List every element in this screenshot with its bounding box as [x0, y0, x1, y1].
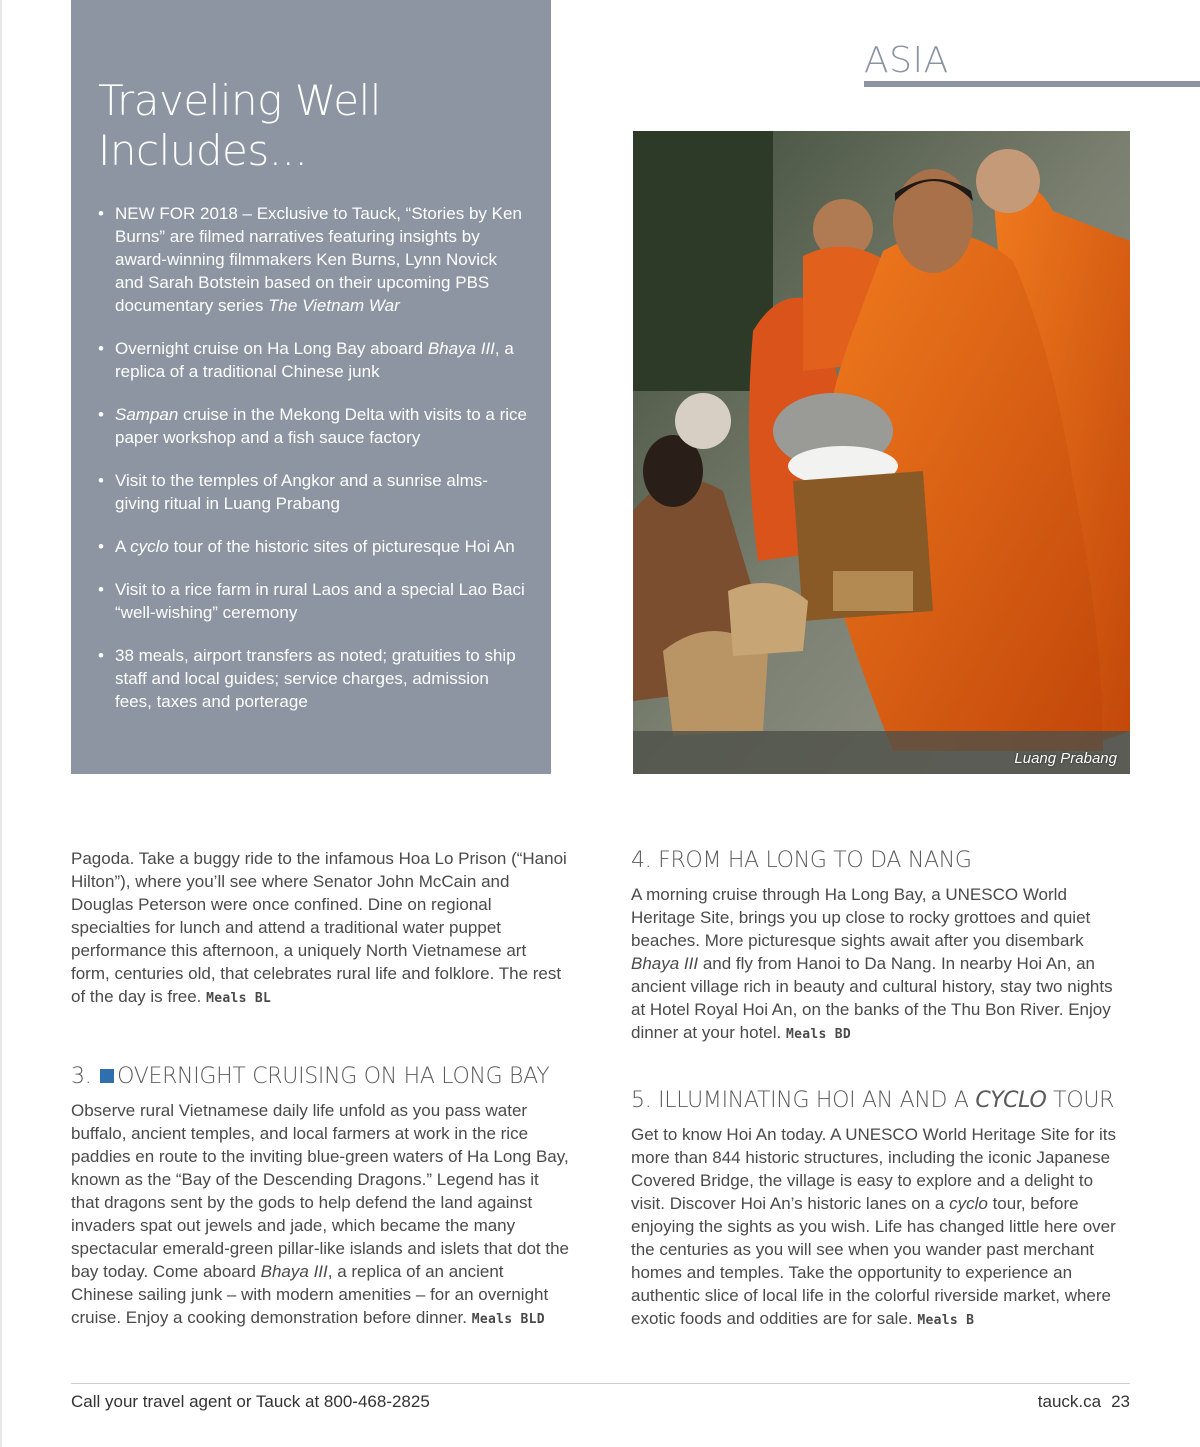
- list-item: • A cyclo tour of the historic sites of picturesque Hoi An: [98, 537, 515, 556]
- ship-square-icon: [100, 1069, 114, 1083]
- bullet-icon: •: [98, 471, 104, 490]
- includes-list: [98, 202, 528, 733]
- monks-photo: [633, 131, 1130, 774]
- day4-heading: 4. FROM HA LONG TO DA NANG: [631, 848, 972, 873]
- meals-label: Meals BL: [206, 991, 272, 1006]
- includes-panel: [71, 0, 551, 774]
- list-item: • Visit to the temples of Angkor and a sunrise alms-giving ritual in Luang Prabang: [98, 471, 488, 513]
- page-edge: [0, 0, 2, 1447]
- left-column: [71, 847, 569, 1010]
- meals-label: Meals BLD: [471, 1312, 545, 1327]
- day4-section: [631, 847, 1131, 1046]
- meals-label: Meals B: [917, 1313, 975, 1328]
- list-item: • NEW FOR 2018 – Exclusive to Tauck, “Stories by Ken Burns” are filmed narratives featuring insights by award-winning filmmakers Ken Burns, Lynn Novick and Sarah Botstein based on their upcoming PBS documentary series The Vietnam War: [98, 204, 522, 315]
- list-item: • Overnight cruise on Ha Long Bay aboard Bhaya III, a replica of a traditional Chinese junk: [98, 339, 514, 381]
- bullet-icon: •: [98, 537, 104, 556]
- footer-divider: [71, 1383, 1130, 1384]
- day4-paragraph: A morning cruise through Ha Long Bay, a UNESCO World Heritage Site, brings you up close to rocky grottoes and quiet beaches. More picturesque sights await after you disembark Bhaya III and fly from Hanoi to Da Nang. In nearby Hoi An, an ancient village rich in beauty and cultural history, stay two nights at Hotel Royal Hoi An, on the banks of the Thu Bon River. Enjoy dinner at your hotel. Meals BD: [631, 885, 1113, 1042]
- meals-label: Meals BD: [785, 1027, 851, 1042]
- intro-paragraph: Pagoda. Take a buggy ride to the infamous Hoa Lo Prison (“Hanoi Hilton”), where you’ll see where Senator John McCain and Douglas Peterson were once confined. Dine on regional specialties for lunch and attend a traditional water puppet performance this afternoon, a uniquely North Vietnamese art form, centuries old, that celebrates rural life and folklore. The rest of the day is free. Meals BL: [71, 849, 567, 1006]
- photo-caption: Luang Prabang: [1014, 750, 1117, 767]
- footer-right: [1038, 1392, 1130, 1412]
- region-rule: [864, 81, 1200, 87]
- bullet-icon: •: [98, 339, 104, 358]
- day5-paragraph: Get to know Hoi An today. A UNESCO World Heritage Site for its more than 844 historic structures, including the iconic Japanese Covered Bridge, the village is easy to explore and a delight to visit. Discover Hoi An’s historic lanes on a cyclo tour, before enjoying the sights as you wish. Life has changed little here over the centuries as you will see when you wander past merchant homes and temples. Take the opportunity to experience an authentic slice of local life in the colorful riverside market, where exotic foods and oddities are for sale. Meals B: [631, 1125, 1117, 1328]
- day5-heading: 5. ILLUMINATING HOI AN AND A CYCLO TOUR: [631, 1088, 1115, 1113]
- day3-section: [71, 1063, 569, 1331]
- list-item: • Sampan cruise in the Mekong Delta with visits to a rice paper workshop and a fish sauce factory: [98, 405, 527, 447]
- day3-paragraph: Observe rural Vietnamese daily life unfold as you pass water buffalo, ancient temples, and local farmers at work in the rice paddies en route to the inviting blue-green waters of Ha Long Bay, known as the “Bay of the Descending Dragons.” Legend has it that dragons sent by the gods to help defend the land against invaders spat out jewels and jade, which became the many spectacular emerald-green pillar-like islands and islets that dot the bay today. Come aboard Bhaya III, a replica of an ancient Chinese sailing junk – with modern amenities – for an overnight cruise. Enjoy a cooking demonstration before dinner. Meals BLD: [71, 1101, 569, 1327]
- footer-contact: Call your travel agent or Tauck at 800-468-2825: [71, 1392, 430, 1411]
- bullet-icon: •: [98, 405, 104, 424]
- panel-title-line1: Traveling Well: [98, 76, 381, 125]
- monks-illustration: [633, 131, 1130, 774]
- bullet-icon: •: [98, 204, 104, 223]
- panel-title-line2: Includes...: [98, 126, 308, 175]
- day5-section: [631, 1087, 1131, 1332]
- list-item: • 38 meals, airport transfers as noted; gratuities to ship staff and local guides; service charges, admission fees, taxes and porterage: [98, 646, 516, 711]
- page-number: 23: [1111, 1392, 1130, 1411]
- bullet-icon: •: [98, 646, 104, 665]
- region-heading: ASIA: [864, 40, 949, 81]
- day3-heading: 3. OVERNIGHT CRUISING ON HA LONG BAY: [71, 1064, 550, 1089]
- footer-website-link[interactable]: tauck.ca: [1037, 1392, 1102, 1411]
- bullet-icon: •: [98, 580, 104, 599]
- panel-title: [98, 76, 381, 176]
- list-item: • Visit to a rice farm in rural Laos and a special Lao Baci “well-wishing” ceremony: [98, 580, 525, 622]
